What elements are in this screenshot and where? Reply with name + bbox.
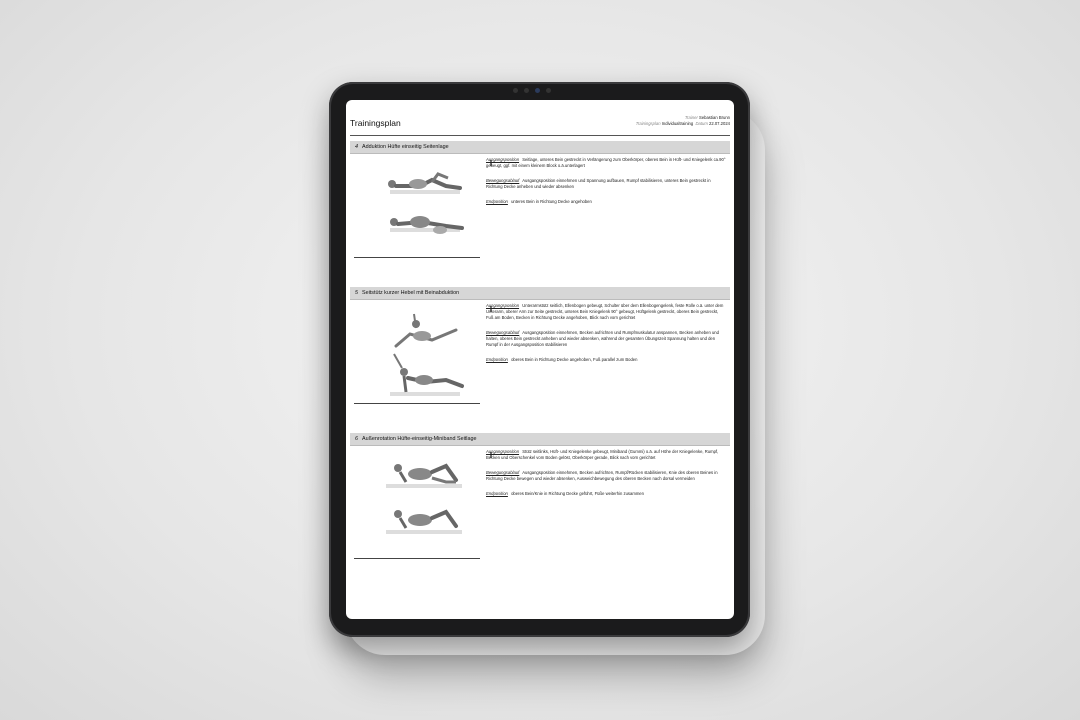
trainer-label: Trainer (684, 115, 698, 120)
exercise-illustration-icon (376, 306, 472, 402)
exercise-title: Adduktion Hüfte einseitig Seitenlage (362, 144, 449, 150)
start-text: Unterarmstütz seitlich, Ellenbogen gebeugt, Schulter über dem Ellenbogengelenk, feste Rolle o.ä. unter dem Unterarm, oberer Arm zur Seite gestreckt, unteres Bein Kniegelenk 90° gebeugt, Hüftgelenk gestreckt, oberes Bein gestreckt, Fuß am Boden, Becken in Richtung Decke angehoben, Blick nach vorn gerichtet (486, 303, 724, 320)
start-text: Seitlage, unteres Bein gestreckt in Verlängerung zum Oberkörper, oberes Bein in Hüft- und Kniegelenk ca.90° gebeugt, ggf. mit einem kleinem Block o.ä.unterlagert (486, 157, 726, 168)
page-title: Trainingsplan (350, 118, 401, 128)
exercise-illustration-icon (376, 160, 472, 256)
exercise-number: 4 (355, 144, 358, 150)
start-text: Stütz seitlinks, Hüft- und Kniegelenke gebeugt, Miniband (Gummi) o.ä. auf Höhe der Kniegelenke, Rumpf, Becken und Oberschenkel vom Boden gelöst, Oberkörper gerade, Blick nach vorn gerichtet (486, 449, 719, 460)
exercise-header (350, 141, 730, 154)
exercise-section (350, 141, 730, 274)
exercise-header (350, 287, 730, 300)
document-header (350, 115, 730, 136)
exercise-illustration-icon (376, 452, 472, 548)
exercise-section (350, 433, 730, 566)
motion-text: Ausgangsposition einnehmen, Becken aufrichten, Rumpf/Rücken stabilisieren, Knie des oberen Beines in Richtung Decke bewegen und wieder absenken, Ausweichbewegung des oberen Becken nach dorsal vermeiden (486, 470, 718, 481)
plan-value: Individualtraining (661, 121, 694, 126)
document-meta (636, 115, 730, 127)
exercise-section (350, 287, 730, 420)
plan-label: Trainingsplan (635, 121, 661, 126)
motion-text: Ausgangsposition einnehmen und Spannung aufbauen, Rumpf stabilisieren, unteres Bein gestreckt in Richtung Decke anheben und wieder absenken (486, 178, 711, 189)
tablet-screen[interactable] (346, 100, 734, 619)
camera-icon (513, 88, 551, 93)
start-label: Ausgangsposition (486, 303, 520, 308)
tablet-device (329, 82, 750, 637)
divider (354, 403, 480, 404)
exercise-number: 6 (355, 436, 358, 442)
date-label: Datum (695, 121, 708, 126)
trainer-value: Sebastian Brunn (699, 115, 730, 120)
end-text: unteres Bein in Richtung Decke angehoben (511, 199, 592, 204)
motion-label: Bewegungsablauf (486, 470, 520, 475)
start-label: Ausgangsposition (486, 449, 520, 454)
end-label: Endposition (486, 357, 508, 362)
exercise-title: Außenrotation Hüfte-einseitig-Miniband Seitlage (362, 436, 477, 442)
date-value: 22.07.2024 (709, 121, 730, 126)
divider (354, 558, 480, 559)
end-text: oberes Bein/Knie in Richtung Decke geführt, Füße weiterhin zusammen (511, 491, 644, 496)
exercise-number: 5 (355, 290, 358, 296)
motion-label: Bewegungsablauf (486, 330, 520, 335)
exercise-header (350, 433, 730, 446)
end-label: Endposition (486, 199, 508, 204)
divider (354, 257, 480, 258)
exercise-description (486, 303, 726, 372)
exercise-description (486, 157, 726, 214)
end-text: oberes Bein in Richtung Decke angehoben, Fuß parallel zum Boden (511, 357, 638, 362)
end-label: Endposition (486, 491, 508, 496)
start-label: Ausgangsposition (486, 157, 520, 162)
exercise-description (486, 449, 726, 506)
motion-text: Ausgangsposition einnehmen, Becken aufrichten und Rumpfmuskulatur anspannen, Becken anheben und halten, oberes Bein gestreckt anheben und wieder absenken, während der gesamten Übungszeit Spannung halten und den Rumpf in der Ausgangsposition stabilisieren (486, 330, 719, 347)
motion-label: Bewegungsablauf (486, 178, 520, 183)
exercise-title: Seitstütz kurzer Hebel mit Beinabduktion (362, 290, 460, 296)
